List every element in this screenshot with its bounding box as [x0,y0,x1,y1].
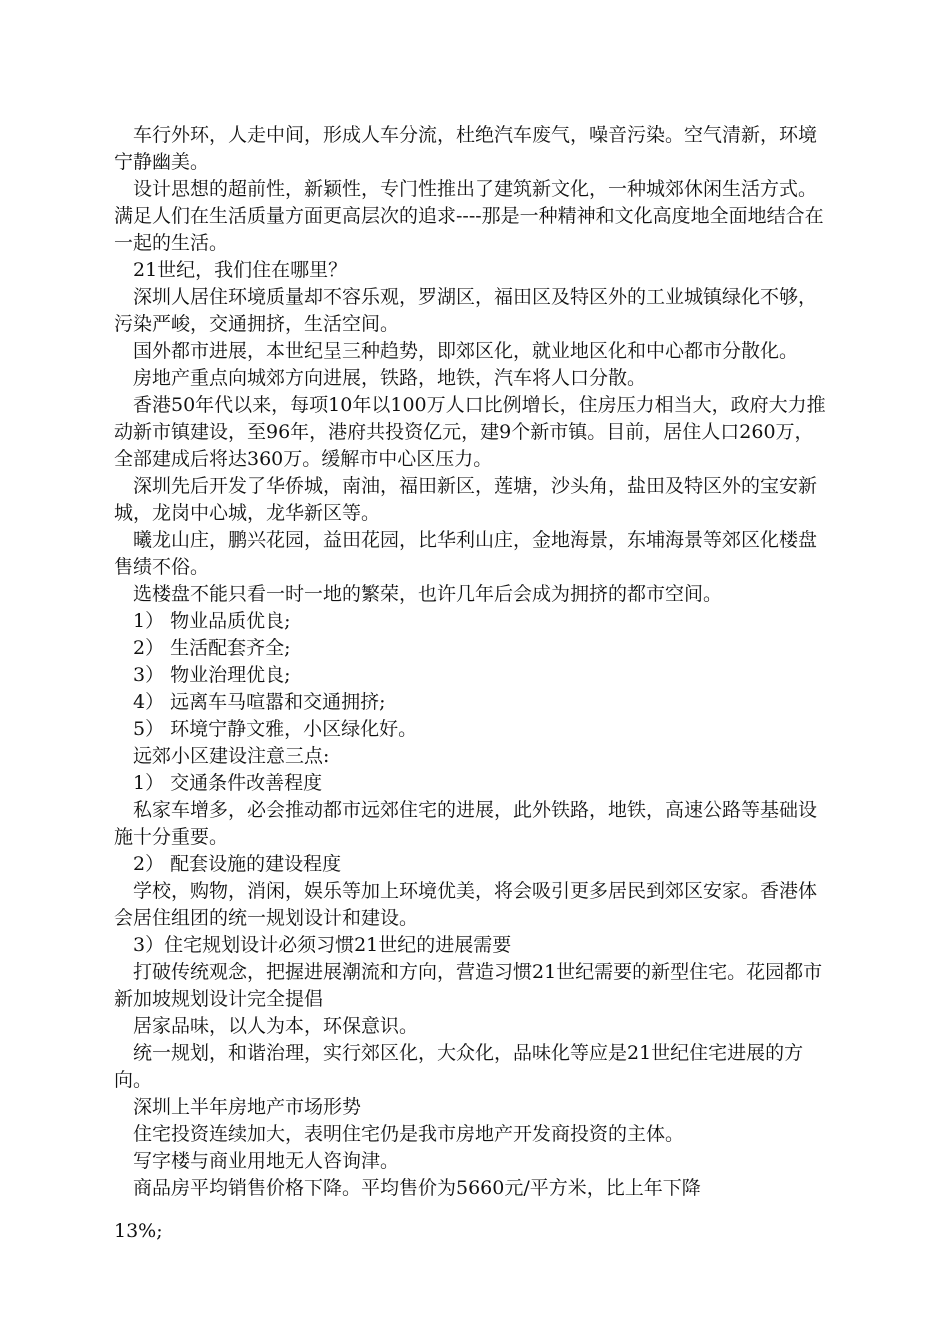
paragraph-6: 房地产重点向城郊方向进展，铁路，地铁，汽车将人口分散。 [133,367,647,389]
paragraph-11: 私家车增多，必会推动都市远郊住宅的进展，此外铁路，地铁，高速公路等基础设施十分重要。 [114,799,818,848]
subheading-3: 3）住宅规划设计必须习惯21世纪的进展需要 [133,934,512,956]
section-heading-market: 深圳上半年房地产市场形势 [133,1096,362,1118]
section-heading-suburban: 远郊小区建设注意三点: [133,745,330,767]
list-item-5: 5） 环境宁静文雅，小区绿化好。 [133,718,418,740]
paragraph-3: 21世纪，我们住在哪里？ [133,259,348,281]
paragraph-17: 写字楼与商业用地无人咨询津。 [133,1150,400,1172]
paragraph-10: 选楼盘不能只看一时一地的繁荣，也许几年后会成为拥挤的都市空间。 [133,583,723,605]
list-item-4: 4） 远离车马喧嚣和交通拥挤; [133,691,386,713]
paragraph-16: 住宅投资连续加大，表明住宅仍是我市房地产开发商投资的主体。 [133,1123,685,1145]
paragraph-2: 设计思想的超前性，新颖性，专门性推出了建筑新文化，一种城郊休闲生活方式。满足人们在生活质量方面更高层次的追求----那是一种精神和文化高度地全面地结合在一起的生活。 [114,178,824,254]
subheading-1: 1） 交通条件改善程度 [133,772,323,794]
paragraph-18: 商品房平均销售价格下降。平均售价为5660元/平方米，比上年下降 [133,1177,701,1199]
paragraph-5: 国外都市进展，本世纪呈三种趋势，即郊区化，就业地区化和中心都市分散化。 [133,340,799,362]
paragraph-14: 居家品味，以人为本，环保意识。 [133,1015,419,1037]
paragraph-1: 车行外环，人走中间，形成人车分流，杜绝汽车废气，噪音污染。空气清新，环境宁静幽美。 [114,124,818,173]
list-item-3: 3） 物业治理优良; [133,664,291,686]
paragraph-19: 13%; [114,1220,163,1242]
paragraph-7: 香港50年代以来，每项10年以100万人口比例增长，住房压力相当大，政府大力推动新市镇建设，至96年，港府共投资亿元，建9个新市镇。目前，居住人口260万，全部建成后将达360万。缓解市中心区压力。 [114,394,826,470]
paragraph-8: 深圳先后开发了华侨城，南油，福田新区，莲塘，沙头角，盐田及特区外的宝安新城，龙岗中心城，龙华新区等。 [114,475,818,524]
document-body [114,122,830,1245]
paragraph-4: 深圳人居住环境质量却不容乐观，罗湖区，福田区及特区外的工业城镇绿化不够，污染严峻，交通拥挤，生活空间。 [114,286,818,335]
list-item-2: 2） 生活配套齐全; [133,637,291,659]
paragraph-9: 曦龙山庄，鹏兴花园，益田花园，比华利山庄，金地海景，东埔海景等郊区化楼盘售绩不俗。 [114,529,818,578]
paragraph-12: 学校，购物，消闲，娱乐等加上环境优美，将会吸引更多居民到郊区安家。香港体会居住组团的统一规划设计和建设。 [114,880,818,929]
paragraph-13: 打破传统观念，把握进展潮流和方向，营造习惯21世纪需要的新型住宅。花园都市新加坡规划设计完全提倡 [114,961,823,1010]
paragraph-15: 统一规划，和谐治理，实行郊区化，大众化，品味化等应是21世纪住宅进展的方向。 [114,1042,804,1091]
list-item-1: 1） 物业品质优良; [133,610,291,632]
subheading-2: 2） 配套设施的建设程度 [133,853,342,875]
